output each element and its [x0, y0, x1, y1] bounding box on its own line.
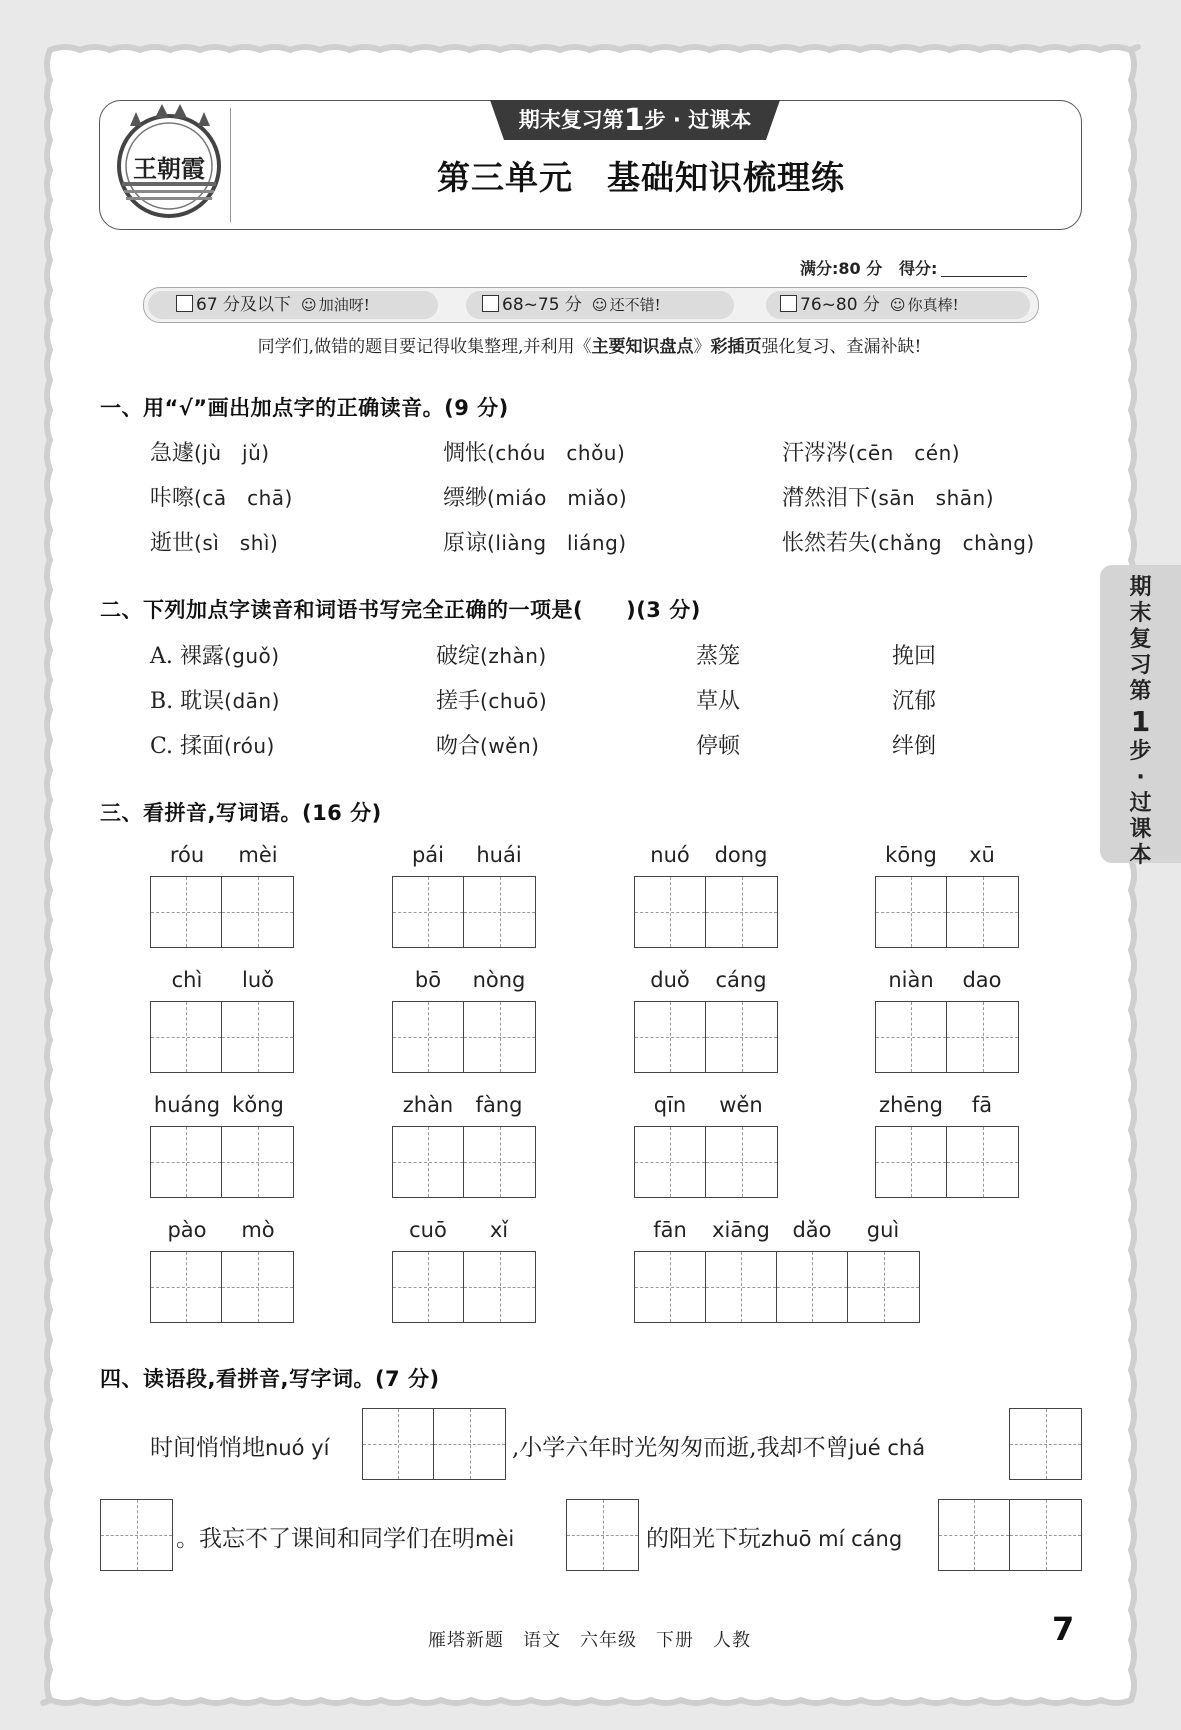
section-1-item[interactable] — [150, 436, 270, 467]
note-text: 》 — [693, 337, 711, 357]
pinyin-syllable: cáng — [715, 968, 767, 992]
side-char: 期 — [1129, 575, 1152, 600]
pinyin-syllable: fān — [653, 1218, 687, 1242]
option-c-word-2 — [436, 729, 539, 760]
passage-segment: ,小学六年时光匆匆而逝,我却不曾 — [512, 1435, 849, 1461]
pinyin-options: (cā chā) — [194, 486, 293, 510]
pinyin-syllable: qīn — [653, 1093, 687, 1117]
rating-range: 76~80 分 — [800, 295, 880, 315]
pinyin-syllable: niàn — [888, 968, 934, 992]
writing-box[interactable] — [150, 876, 294, 948]
pinyin-syllable: pào — [167, 1218, 207, 1242]
pinyin: (wěn) — [480, 734, 540, 758]
word: 怅然若失 — [782, 531, 871, 556]
section-3-title: 三、看拼音,写词语。(16 分) — [100, 801, 382, 825]
side-number: 1 — [1130, 705, 1151, 738]
pinyin-options: (cēn cén) — [848, 441, 961, 465]
writing-box[interactable] — [1009, 1408, 1082, 1480]
side-char: 末 — [1129, 601, 1152, 626]
side-char: · — [1136, 765, 1145, 790]
pinyin-options: (liàng liáng) — [487, 531, 627, 555]
writing-box[interactable] — [362, 1408, 506, 1480]
pinyin-options: (chóu chǒu) — [487, 441, 626, 465]
ribbon-label — [490, 100, 780, 140]
passage-segment: 的阳光下玩 — [646, 1526, 761, 1552]
publisher-logo — [110, 104, 228, 224]
pinyin-syllable: mèi — [238, 843, 278, 867]
option-a-word-2 — [436, 639, 547, 670]
writing-box[interactable] — [875, 876, 1019, 948]
pinyin-syllable: fàng — [475, 1093, 523, 1117]
word: 破绽 — [436, 644, 481, 669]
word: A. 裸露 — [150, 644, 224, 669]
word: 逝世 — [150, 531, 195, 556]
pinyin-syllable: cuō — [409, 1218, 447, 1242]
side-char: 本 — [1129, 843, 1152, 868]
review-note — [99, 332, 1080, 357]
pinyin: (chuō) — [480, 689, 548, 713]
pinyin-syllable: duǒ — [650, 968, 690, 992]
pinyin-syllable: chì — [171, 968, 203, 992]
pinyin-syllable: róu — [169, 843, 205, 867]
word: 潸然泪下 — [782, 486, 871, 511]
pinyin-syllable: mò — [241, 1218, 275, 1242]
option-c-word-3: 停顿 — [696, 734, 741, 759]
pinyin: (róu) — [224, 734, 275, 758]
rating-option-1[interactable] — [176, 292, 370, 318]
writing-box[interactable] — [100, 1499, 173, 1571]
rating-option-2[interactable] — [482, 292, 661, 318]
writing-box[interactable] — [938, 1499, 1082, 1571]
page-number: 7 — [1052, 1610, 1075, 1648]
passage-text — [512, 1429, 925, 1462]
word: 惆怅 — [443, 441, 488, 466]
option-a-word-1[interactable] — [150, 639, 280, 670]
writing-box[interactable] — [392, 876, 536, 948]
pinyin: (dān) — [224, 689, 280, 713]
word: C. 揉面 — [150, 734, 225, 759]
page-title: 第三单元 基础知识梳理练 — [437, 158, 845, 197]
option-b-word-3: 草从 — [696, 689, 741, 714]
pinyin: nuó yí — [265, 1436, 330, 1460]
pinyin-syllable: xū — [969, 843, 995, 867]
section-1-item[interactable] — [150, 481, 293, 512]
pinyin-syllable: zhēng — [879, 1093, 943, 1117]
writing-box[interactable] — [392, 1251, 536, 1323]
rating-message: 加油呀! — [318, 296, 370, 314]
option-a-word-3: 蒸笼 — [696, 644, 741, 669]
rating-message: 还不错! — [609, 296, 661, 314]
side-tab-label — [1100, 575, 1181, 869]
section-2-title: 二、下列加点字读音和词语书写完全正确的一项是( )(3 分) — [100, 598, 701, 622]
pinyin-syllable: pái — [411, 843, 445, 867]
pinyin: zhuō mí cáng — [761, 1527, 903, 1551]
checkbox[interactable] — [482, 295, 499, 312]
rating-option-3[interactable] — [780, 292, 959, 318]
pinyin-syllable: fā — [971, 1093, 993, 1117]
side-char: 过 — [1129, 791, 1152, 816]
writing-box[interactable] — [634, 876, 778, 948]
pinyin-syllable: bō — [414, 968, 442, 992]
score-line — [800, 256, 1027, 279]
pinyin-syllable: dong — [714, 843, 768, 867]
pinyin: jué chá — [848, 1436, 926, 1460]
side-char: 课 — [1129, 817, 1152, 842]
pinyin-syllable: nuó — [650, 843, 690, 867]
pinyin-syllable: huái — [476, 843, 522, 867]
note-bold: 主要知识盘点 — [591, 337, 694, 357]
pinyin-syllable: zhàn — [402, 1093, 454, 1117]
ribbon-post: 步 · 过课本 — [644, 108, 752, 132]
pinyin-options: (jù jǔ) — [194, 441, 270, 465]
pinyin-syllable: huáng — [153, 1093, 221, 1117]
note-text: 同学们,做错的题目要记得收集整理,并利用《 — [257, 337, 592, 357]
side-char: 第 — [1129, 679, 1152, 704]
option-b-word-2 — [436, 684, 547, 715]
logo-text: 王朝霞 — [133, 154, 205, 183]
pinyin-options: (sān shān) — [870, 486, 994, 510]
pinyin: mèi — [475, 1527, 515, 1551]
section-4-title: 四、读语段,看拼音,写字词。(7 分) — [100, 1367, 440, 1391]
pinyin: (guǒ) — [223, 644, 280, 668]
writing-box[interactable] — [634, 1001, 778, 1073]
note-bold: 彩插页 — [710, 337, 762, 357]
section-1-item[interactable] — [443, 436, 625, 467]
ribbon-pre: 期末复习第 — [518, 108, 624, 132]
word: 搓手 — [436, 689, 481, 714]
pinyin-options: (miáo miǎo) — [487, 486, 628, 510]
pinyin-syllable: guì — [866, 1218, 900, 1242]
smile-face-icon: ☺ — [591, 296, 608, 314]
writing-box[interactable] — [150, 1001, 294, 1073]
checkbox[interactable] — [176, 295, 193, 312]
rating-range: 67 分及以下 — [196, 295, 292, 315]
writing-box[interactable] — [150, 1126, 294, 1198]
passage-text — [646, 1520, 902, 1553]
section-1-item[interactable] — [782, 436, 960, 467]
pinyin: (zhàn) — [480, 644, 547, 668]
ribbon-number: 1 — [623, 103, 645, 138]
passage-segment: 。我忘不了课间和同学们在明 — [176, 1526, 475, 1552]
option-c-word-4: 绊倒 — [892, 734, 937, 759]
checkbox[interactable] — [780, 295, 797, 312]
writing-box[interactable] — [392, 1001, 536, 1073]
note-text: 强化复习、查漏补缺! — [761, 337, 922, 357]
score-label: 得分: — [898, 259, 938, 278]
section-1-item[interactable] — [782, 526, 1035, 557]
word: 吻合 — [436, 734, 481, 759]
side-char: 复 — [1129, 627, 1152, 652]
pinyin-options: (chǎng chàng) — [870, 531, 1035, 555]
full-score: 满分:80 分 — [800, 259, 883, 278]
pinyin-options: (sì shì) — [194, 531, 279, 555]
word: 急遽 — [150, 441, 195, 466]
writing-box[interactable] — [150, 1251, 294, 1323]
pinyin-syllable: kǒng — [232, 1093, 284, 1117]
side-char: 步 — [1129, 739, 1152, 764]
word: 缥缈 — [443, 486, 488, 511]
section-1-title: 一、用“√”画出加点字的正确读音。(9 分) — [100, 396, 509, 420]
section-1-item[interactable] — [443, 526, 627, 557]
score-blank[interactable] — [941, 260, 1027, 277]
pinyin-syllable: dǎo — [792, 1218, 832, 1242]
writing-box[interactable] — [566, 1499, 639, 1571]
word: 汗涔涔 — [782, 441, 849, 466]
word: B. 耽误 — [150, 689, 225, 714]
writing-box[interactable] — [634, 1126, 778, 1198]
writing-box[interactable] — [392, 1126, 536, 1198]
side-char: 习 — [1129, 653, 1152, 678]
smile-face-icon: ☺ — [301, 296, 317, 314]
section-1-item[interactable] — [782, 481, 994, 512]
section-1-item[interactable] — [150, 526, 278, 557]
writing-box[interactable] — [875, 1126, 1019, 1198]
word: 咔嚓 — [150, 486, 195, 511]
option-b-word-4: 沉郁 — [892, 689, 937, 714]
word: 原谅 — [443, 531, 488, 556]
option-a-word-4: 挽回 — [892, 644, 937, 669]
passage-text — [150, 1429, 329, 1462]
pinyin-syllable: luǒ — [242, 968, 274, 992]
pinyin-syllable: xǐ — [489, 1218, 509, 1242]
pinyin-syllable: xiāng — [712, 1218, 770, 1242]
option-b-word-1[interactable] — [150, 684, 280, 715]
passage-segment: 时间悄悄地 — [150, 1435, 265, 1461]
writing-box[interactable] — [634, 1251, 920, 1323]
pinyin-syllable: nòng — [472, 968, 526, 992]
pinyin-syllable: kōng — [885, 843, 937, 867]
smile-face-icon: ☺ — [889, 296, 906, 314]
pinyin-syllable: wěn — [719, 1093, 763, 1117]
rating-range: 68~75 分 — [502, 295, 582, 315]
passage-text — [176, 1520, 514, 1553]
rating-message: 你真棒! — [907, 296, 959, 314]
writing-box[interactable] — [875, 1001, 1019, 1073]
option-c-word-1[interactable] — [150, 729, 275, 760]
footer-text: 雁塔新题 语文 六年级 下册 人教 — [428, 1630, 751, 1651]
pinyin-syllable: dao — [962, 968, 1002, 992]
section-1-item[interactable] — [443, 481, 627, 512]
